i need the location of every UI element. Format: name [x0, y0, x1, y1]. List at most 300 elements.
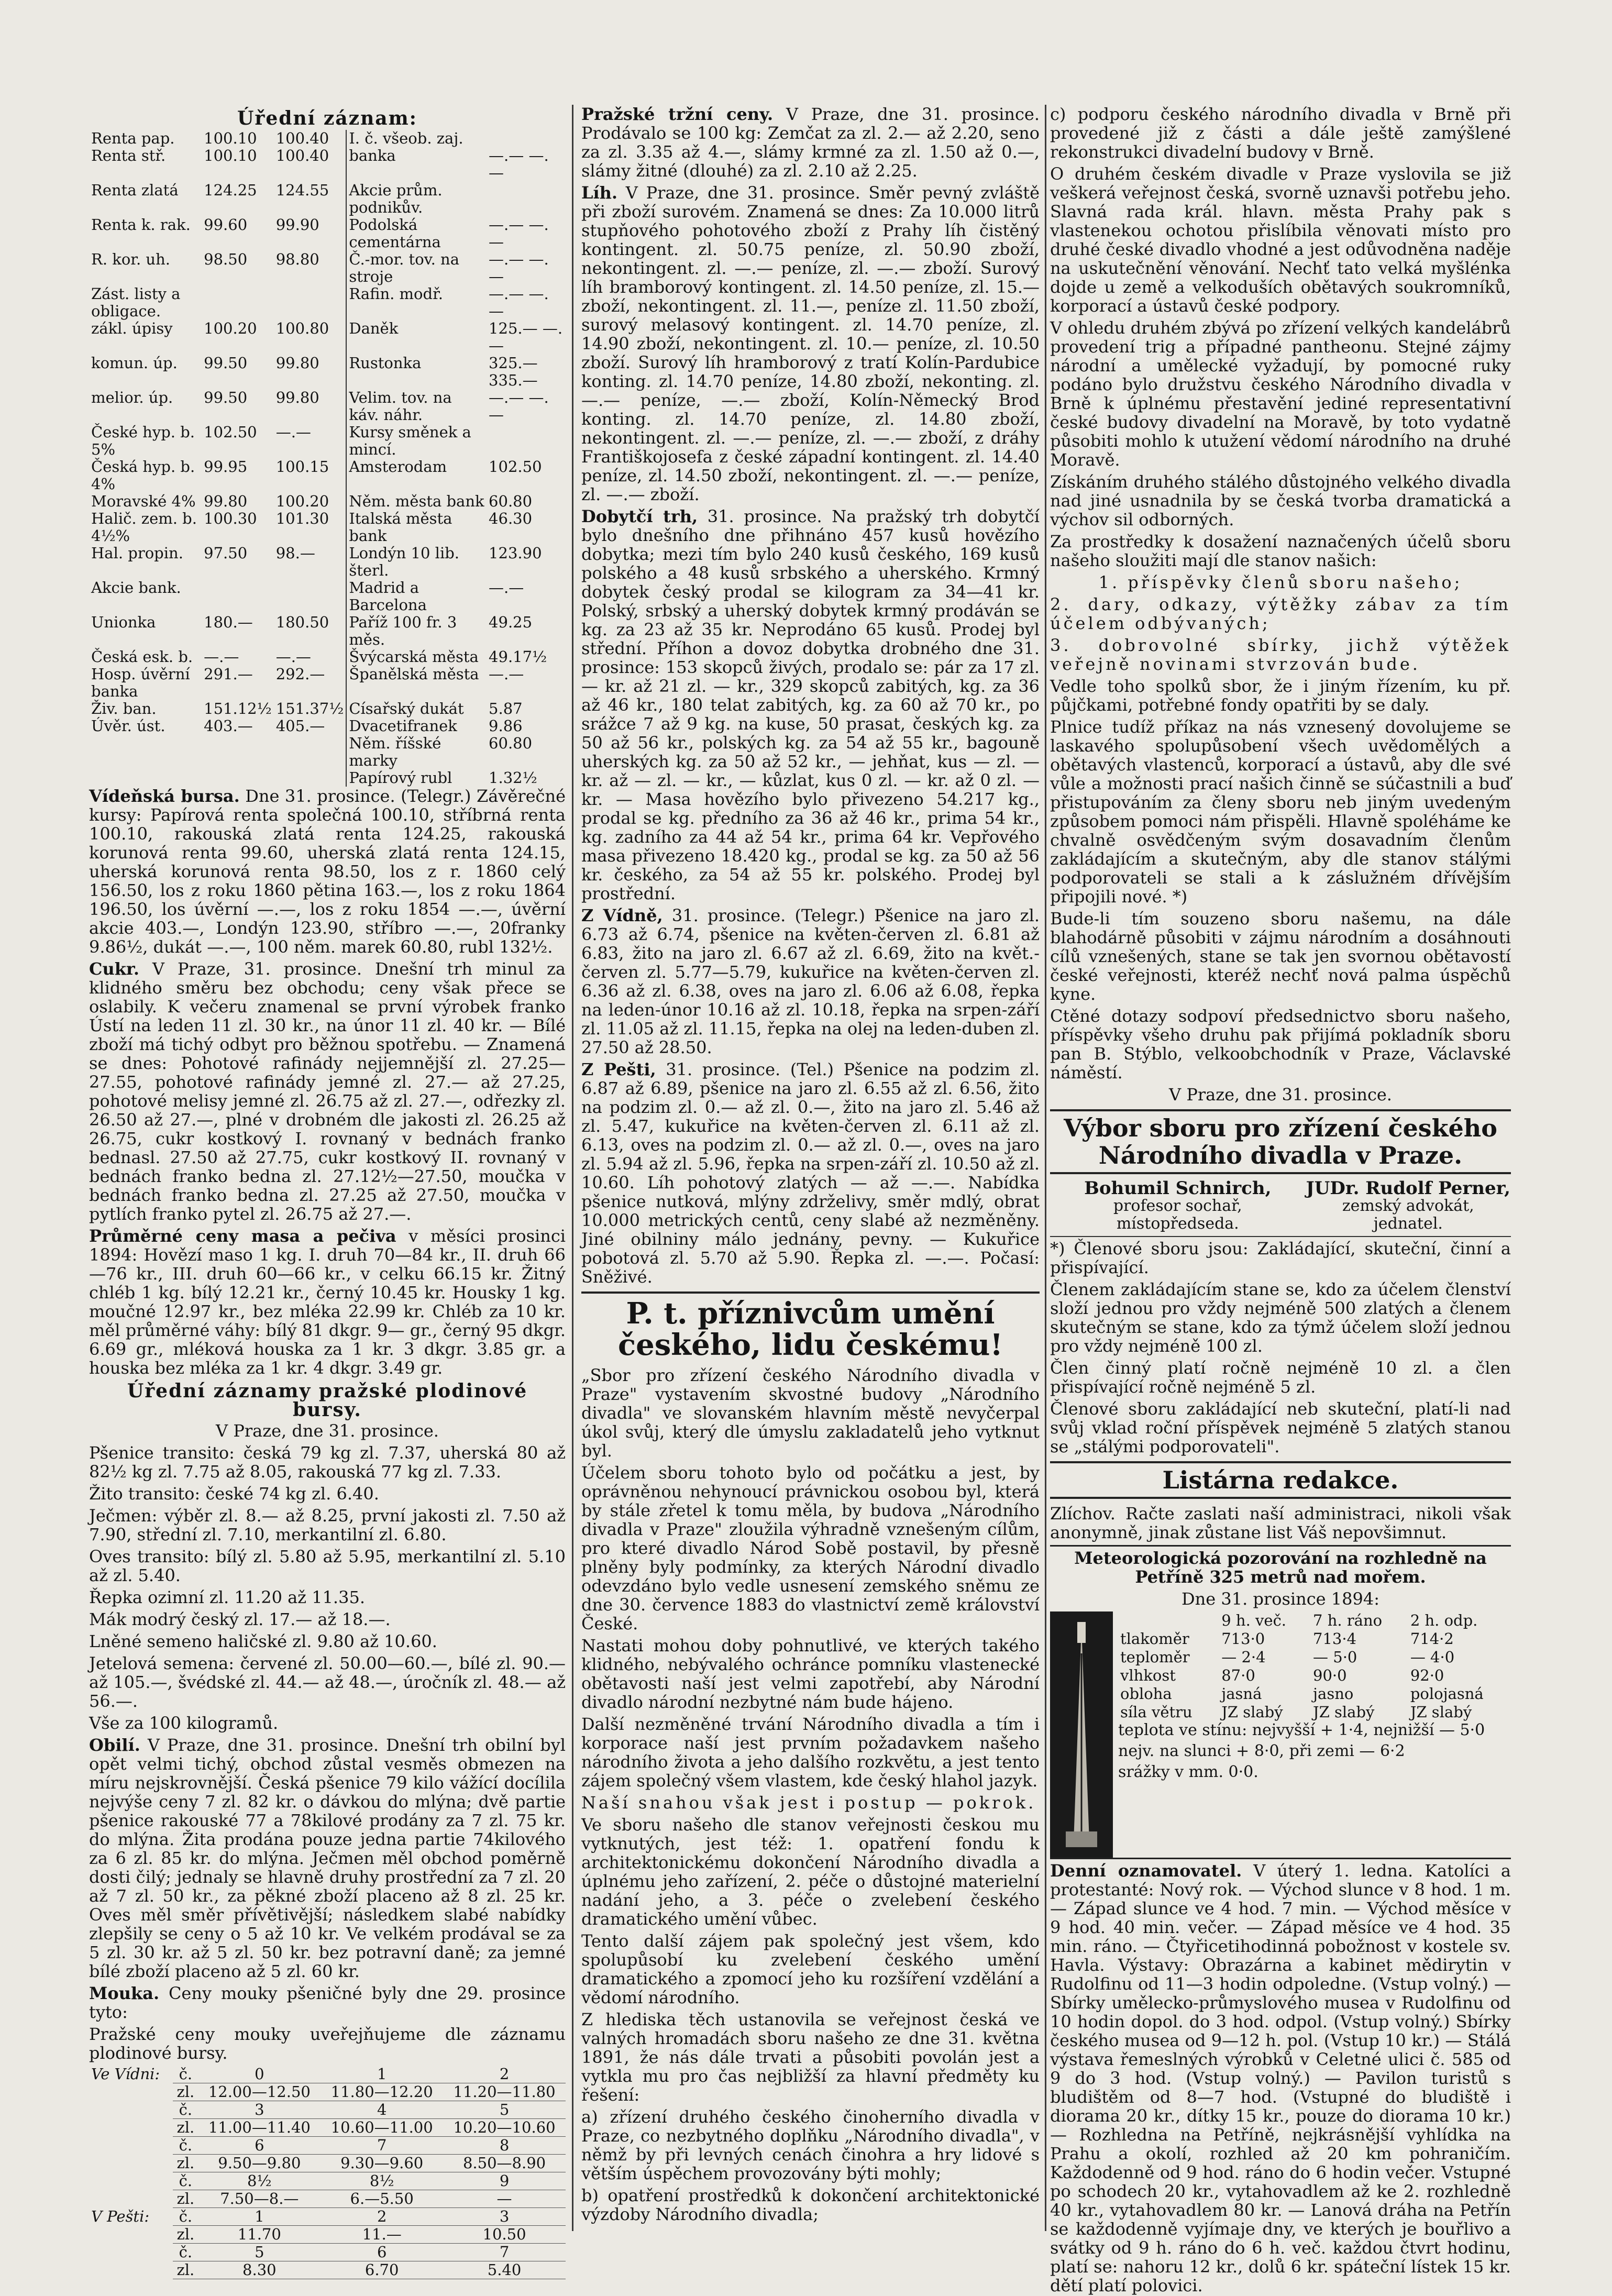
table-cell: obloha	[1120, 1685, 1172, 1703]
table-cell: 3	[198, 2101, 321, 2119]
paragraph: Bude-li tím souzeno sboru našemu, na dále blahodárně působiti v zájmu národním a dosáhnouti cílů vznešených, stane se tak jen svornou obětavostí české veřejnosti, kteréž nechť nová palma úspěchů kyne.	[1050, 909, 1511, 1004]
table-cell: 98.80	[274, 251, 347, 285]
section-heading: Úřední záznamy pražské plodinové bursy.	[127, 1380, 528, 1421]
table-cell: Něm. města bank	[349, 492, 484, 510]
table-cell: č.	[173, 2244, 198, 2261]
table-cell: Kursy směnek a mincí.	[349, 423, 471, 458]
table-cell: 124.55	[274, 182, 347, 216]
table-cell: 9	[443, 2172, 566, 2190]
table-cell	[274, 735, 347, 769]
table-cell: melior. úp.	[91, 389, 173, 406]
table-cell: 100.15	[274, 458, 347, 493]
list-item: 2. dary, odkazy, výtěžky zábav za tím účelem odbývaných;	[1050, 594, 1511, 633]
table-cell: 12.00—12.50	[198, 2083, 321, 2101]
paragraph: V Praze, 31. prosince. Dnešní trh minul za klidného směru bez obchodu; ceny však přece se oslabily. K večeru znamenal se první výrobek franko Ústí na leden 11 zl. 30 kr., na únor 11 zl. 40 kr. — Bílé zboží má tichý odbyt pro běžnou spotřebu. — Znamená se dnes: Pohotové rafinády nejjemnější zl. 27.25—27.55, pohotové rafinády jemné zl. 27.— až 27.25, pohotové melisy jemné zl. 26.75 až zl. 27.—, odřezky zl. 26.50 až 27.—, plné v drobném dle jakosti zl. 26.25 až 26.75, cukr kostkový I. rovnaný v bednách franko bednasl. 27.50 až 27.75, cukr kostkový II. rovnaný v bednách franko bedna zl. 27.12½—27.50, moučka v bednách franko bedna zl. 27.25 až 27.50, moučka v pytlích franko pytel zl. 26.75 až 27.—.	[89, 959, 566, 1224]
table-row-label: V Pešti:	[91, 2207, 150, 2225]
table-row	[89, 700, 566, 718]
table-cell: č.	[173, 2066, 198, 2083]
table-cell: 1	[198, 2208, 321, 2226]
section-heading: Úřední záznam:	[237, 107, 417, 129]
table-cell: 9.50—9.80	[198, 2155, 321, 2172]
paragraph: Oves transito: bílý zl. 5.80 až 5.95, merkantilní zl. 5.10 až zl. 5.40.	[89, 1547, 566, 1585]
table-cell: 100.20	[204, 319, 257, 337]
table-row	[89, 389, 566, 424]
footnote: Členem zakládajícím stane se, kdo za účelem členství složí jednou pro vždy nejméně 500 zlatých a členem skutečným se stane, kdo za týmž účelem složí jednou pro vždy nejméně 100 zl.	[1050, 1279, 1511, 1356]
table-cell: Velim. tov. na káv. náhr.	[349, 389, 452, 424]
table-cell: Italská města bank	[349, 510, 452, 545]
table-cell: 100.30	[204, 510, 257, 527]
table-cell: č.	[173, 2208, 198, 2226]
table-row	[89, 2244, 566, 2261]
table-cell: 11.70	[198, 2226, 321, 2244]
footnote: *) Členové sboru jsou: Zakládající, skuteční, činní a přispívající.	[1050, 1236, 1511, 1277]
table-cell: jasná	[1221, 1685, 1262, 1703]
table-cell: 9.30—9.60	[321, 2155, 443, 2172]
paragraph: 31. prosince. Na pražský trh dobytčí bylo dnešního dne přihnáno 457 kusů hovězího dobytka; mezi tím bylo 240 kusů českého, 169 kusů polského a 48 kusů srbského a uherského. Krmný dobytek český prodal se kilogram za 34—41 kr. Polský, srbský a uherský dobytek krmný prodáván se kg. za 23 až 35 kr. Neprodáno 65 kusů. Prodej byl střední. Příhon a dovoz dobytka drobného dne 31. prosince: 153 skopců živých, prodalo se: pár za 17 zl. — kr. až 21 zl. — kr., 329 skopců zabitých, kg. za 36 až 46 kr., 180 telat zabitých, kg. za 60 až 70 kr., po srážce 7 až 9 kg. na kuse, 50 prasat, českých kg. za 50 až 56 kr., polských kg. za 54 až 55 kr., bagouně uherských kg. za 50 až 52 kr., — jehňat, kus — zl. — kr. až — zl. — kr., — kůzlat, kus 0 zl. — kr. až 0 zl. — kr. — Masa hovězího bylo přivezeno 54.217 kg., prodal se kg. předního za 36 až 46 kr., prima 54 kr., kg. zadního za 44 až 54 kr., prima 64 kr. Vepřového masa přivezeno 18.420 kg., prodal se kg. za 50 až 56 kr. českého, za 54 až 55 kr. polského. Prodej byl prostřední.	[581, 506, 1040, 903]
table-cell: zl.	[173, 2155, 198, 2172]
table-row	[1118, 1666, 1511, 1685]
signature-2: JUDr. Rudolf Perner, zemský advokát, jednatel.	[1306, 1178, 1510, 1233]
table-row	[89, 182, 566, 216]
table-cell: Zást. listy a obligace.	[91, 285, 181, 320]
table-cell: 11.—	[321, 2226, 443, 2244]
table-cell	[202, 769, 274, 787]
table-cell: Akcie bank.	[91, 579, 181, 597]
letters-heading: Listárna redakce.	[1050, 1461, 1511, 1499]
paragraph: Další nezměněné trvání Národního divadla a tím i korporace naší jest prvním požadavkem našeho národního života a jeho dalšího rozkvětu, a jest tento zájem společný všem vlastem, kde český hlahol jazyk.	[581, 1714, 1040, 1791]
column-right	[1050, 104, 1511, 2295]
table-cell: Londýn 10 lib. šterl.	[349, 544, 460, 579]
table-cell: zl.	[173, 2119, 198, 2137]
paragraph: 31. prosince. (Tel.) Pšenice na podzim zl. 6.87 až 6.89, pšenice na jaro zl. 6.55 až zl. 6.56, žito na podzim zl. 0.— až zl. 0.—, žito na jaro zl. 5.46 až zl. 5.47, kukuřice na květen-červen zl. 6.11 až zl. 6.13, oves na podzim zl. 0.— až zl. 0.—, oves na jaro zl. 5.94 až zl. 5.96, řepka na srpen-září zl. 10.50 až zl. 10.60. Líh pohotový zlatých — až —.—. Nabídka pšenice nutková, mlýny zdrželivy, směr mdlý, obrat 10.000 metrických centů, ceny slabé až nezměněny. Jiné obilniny málo jednány, pevny. — Kukuřice pobotová zl. 5.70 až 5.90. Řepka zl. —.—. Počasí: Sněživé.	[581, 1059, 1040, 1287]
table-row-label	[89, 2190, 173, 2208]
table-cell: 4	[321, 2101, 443, 2119]
table-cell: 713·4	[1313, 1630, 1357, 1648]
table-cell: —.—	[274, 648, 347, 666]
table-cell: 60.80	[489, 492, 533, 510]
table-cell: 100.40	[274, 147, 347, 182]
table-row	[89, 2261, 566, 2279]
table-cell: —.—	[489, 579, 524, 597]
table-cell: Halič. zem. b. 4½%	[91, 510, 197, 545]
table-cell: 9 h. več.	[1221, 1611, 1287, 1629]
table-cell: č.	[173, 2101, 198, 2119]
section-heading: Vídeňská bursa.	[89, 786, 240, 806]
table-cell: zl.	[173, 2226, 198, 2244]
table-row	[1118, 1648, 1511, 1666]
table-row	[89, 2101, 566, 2119]
table-row	[89, 216, 566, 251]
table-cell: polojasná	[1410, 1685, 1484, 1703]
table-cell: zákl. úpisy	[91, 319, 173, 337]
table-cell: Hosp. úvěrní banka	[91, 665, 190, 700]
table-cell: 100.10	[204, 147, 257, 164]
footnote: Člen činný platí ročně nejméně 10 zl. a člen přispívající ročně nejméně 5 zl.	[1050, 1358, 1511, 1397]
table-row	[89, 2137, 566, 2155]
flour-price-table	[89, 2066, 566, 2279]
table-cell: JZ slabý	[1313, 1703, 1375, 1721]
paragraph: Ječmen: výběr zl. 8.— až 8.25, první jakosti zl. 7.50 až 7.90, střední zl. 7.10, merkantilní zl. 6.80.	[89, 1506, 566, 1544]
column-left	[89, 105, 566, 2279]
table-cell: komun. úp.	[91, 354, 178, 372]
table-cell: Něm. říšské marky	[349, 734, 441, 769]
table-row	[89, 769, 566, 787]
table-cell: — 5·0	[1313, 1648, 1357, 1666]
table-cell: č.	[173, 2172, 198, 2190]
paragraph: Plnice tudíž příkaz na nás vznesený dovolujeme se laskavého spolupůsobení všech uvědomělých a obětavých vlastenců, korporací a ústavů, aby dle své vůle a možnosti prací našich činně se súčastnili a buď přistupováním za členy sboru neb jiným uvedeným způsobem pomoci nám přispěli. Hlavně spoléháme ke chvalně osvědčeným svým dosavadním členům zakládajícím a skutečným, aby dle stanov stálými podporovateli se stali a k záslužném dřívějším připojili nové. *)	[1050, 717, 1511, 907]
paragraph: c) podporu českého národního divadla v Brně při provedené již z části a dále ještě zamýšlené rekonstrukci divadelní budovy v Brně.	[1050, 104, 1511, 162]
table-cell: 292.—	[274, 666, 347, 700]
paragraph: Jetelová semena: červené zl. 50.00—60.—, bílé zl. 90.— až 105.—, švédské zl. 44.— až 48.—, úročník zl. 48.— až 56.—.	[89, 1653, 566, 1711]
table-cell: Renta k. rak.	[91, 216, 191, 234]
table-cell: 97.50	[204, 544, 248, 562]
table-cell: 8½	[321, 2172, 443, 2190]
table-cell: Renta stř.	[91, 147, 166, 164]
table-cell: 7 h. ráno	[1313, 1611, 1383, 1629]
meteo-line: nejv. na slunci + 8·0, při zemi — 6·2	[1118, 1742, 1405, 1760]
table-cell: 6	[198, 2137, 321, 2155]
table-cell: 11.00—11.40	[198, 2119, 321, 2137]
table-cell: Moravské 4%	[91, 492, 196, 510]
table-cell: 49.17½	[489, 648, 547, 666]
table-cell: 99.80	[274, 355, 347, 389]
section-heading: Průměrné ceny masa a pečiva	[89, 1226, 396, 1246]
table-row-label	[89, 2226, 173, 2244]
table-cell: zl.	[173, 2261, 198, 2279]
table-cell: 100.10	[204, 129, 257, 147]
table-cell: 180.50	[274, 614, 347, 648]
table-cell: —.— —.—	[489, 147, 549, 182]
section-heading: Obilí.	[89, 1735, 140, 1755]
table-cell: 98.50	[204, 250, 248, 268]
table-cell: Akcie prům. podnikův.	[349, 181, 443, 216]
table-cell: 98.—	[274, 545, 347, 579]
table-cell: 7.50—8.—	[198, 2190, 321, 2208]
table-row-label	[89, 2083, 173, 2101]
table-cell: —.—	[204, 648, 239, 666]
table-cell	[89, 735, 202, 769]
table-cell: Rustonka	[349, 354, 422, 372]
table-cell: Rafin. modř.	[349, 285, 443, 303]
paragraph: „Sbor pro zřízení českého Národního divadla v Praze" vystavením skvostné budovy „Národního divadla" ve slovanském hlavním městě nevyčerpal úkol svůj, který dle úmyslu zakladatelů jeho vytknut byl.	[581, 1365, 1040, 1461]
paragraph: a) zřízení druhého českého činoherního divadla v Praze, co nezbytného doplňku „Národního divadla", v němž by při levných cenách činohra a hry lidové s větším úspěchem provozovány býti mohly;	[581, 2107, 1040, 2183]
board-heading: Výbor sboru pro zřízení českého Národního divadla v Praze.	[1050, 1109, 1511, 1174]
table-cell: Č.-mor. tov. na stroje	[349, 250, 460, 285]
meteo-block	[1050, 1611, 1511, 1858]
table-cell: 405.—	[274, 718, 347, 735]
table-row	[89, 2155, 566, 2172]
table-cell	[274, 579, 347, 614]
table-cell: — 4·0	[1410, 1648, 1455, 1666]
table-cell: JZ slabý	[1410, 1703, 1472, 1721]
table-cell: Madrid a Barcelona	[349, 579, 427, 614]
table-row	[89, 648, 566, 666]
table-cell	[1118, 1611, 1219, 1630]
table-row	[89, 666, 566, 700]
table-cell: —.—	[489, 665, 524, 683]
meteo-heading: Meteorologická pozorování na rozhledně na Petříně 325 metrů nad mořem.	[1050, 1545, 1511, 1586]
bond-table	[89, 130, 566, 787]
table-cell: 291.—	[204, 665, 253, 683]
meteo-date: Dne 31. prosince 1894:	[1182, 1589, 1379, 1609]
table-cell: 5.40	[443, 2261, 566, 2279]
paragraph: Zlíchov. Račte zaslati naší administraci, nikoli však anonymně, jinak zůstane list Váš nepovšimnut.	[1050, 1504, 1511, 1542]
table-row	[89, 510, 566, 545]
table-cell: 7	[443, 2244, 566, 2261]
paragraph: Vedle toho spolků sbor, že i jiným řízením, ku př. půjčkami, potřebné fondy opatřiti by se daly.	[1050, 676, 1511, 715]
paragraph: Ve sboru našeho dle stanov veřejnosti českou mu vytknutých, jest též: 1. opatření fondu k architektonickému dokončení Národního divadla a úplnému jeho zařízení, 2. péče o důstojné materielní nadání jeho, a 3. péče o zvelebení českého dramatického umění vůbec.	[581, 1815, 1040, 1929]
section-heading: Pražské tržní ceny.	[581, 104, 774, 124]
table-row	[89, 355, 566, 389]
signature-1: Bohumil Schnirch, profesor sochař, místopředseda.	[1084, 1178, 1272, 1233]
paragraph: V úterý 1. ledna. Katolíci a protestanté: Nový rok. — Východ slunce v 8 hod. 1 m. — Západ slunce ve 4 hod. 7 min. — Východ měsíce v 9 hod. 40 min. večer. — Západ měsíce ve 4 hod. 35 min. ráno. — Čtyřicetihodinná pobožnost v kostele sv. Havla. Výstavy: Obrazárna a kabinet mědirytin v Rudolfinu od 11—3 hodin odpoledne. (Vstup volný.) — Sbírky umělecko-průmyslového musea v Rudolfinu od 10 hodin dopol. do 3 hod. odpol. (Vstup volný.) Sbírky českého musea od 9—12 h. pol. (Vstup 10 kr.) — Stálá výstava řemeslných výrobků v Celetné ulici č. 585 od 9 do 3 hod. (Vstup volný.) — Pavilon turistů s bludištěm od 8—7 hod. (Vstupné do bludiště i diorama 20 kr., dítky 15 kr., pouze do diorama 10 kr.) — Rozhledna na Petříně, nejkrásnější vyhlídka na Prahu a okolí, rozhled až 20 km pohraničím. Každodenně od 9 hod. ráno do 6 hodin večer. Vstupné po schodech 20 kr., vytahovadlem až ke 2. rozhledně 40 kr., vytahovadlem 80 kr. — Lanová dráha na Petřín se každodenně vyjímaje dny, ve kterých je bouřlivo a svátky od 9 h. ráno do 6 h. več. každou čtvrt hodinu, platí se: nahoru 12 kr., dolů 6 kr. spáteční lístek 15 kr. dětí platí polovici.	[1050, 1861, 1511, 2295]
list-item: 3. dobrovolné sbírky, jichž výtěžek veřejně novinami stvrzován bude.	[1050, 635, 1511, 674]
table-row	[89, 2190, 566, 2208]
section-heading: Mouka.	[89, 1983, 160, 2003]
table-cell: Renta pap.	[91, 129, 175, 147]
table-cell: 99.80	[204, 492, 248, 510]
table-cell: 10.20—10.60	[443, 2119, 566, 2137]
table-cell: zl.	[173, 2190, 198, 2208]
table-cell: 5.87	[489, 700, 523, 718]
section-heading: Z Pešti,	[581, 1059, 656, 1079]
table-row-label	[89, 2101, 173, 2119]
table-cell: —.— —.—	[489, 285, 549, 320]
appeal-heading: P. t. příznivcům umění českého, lidu českému!	[581, 1292, 1040, 1361]
column-divider	[1045, 105, 1046, 2231]
table-cell: 151.12½	[204, 700, 272, 718]
table-cell: 9.86	[489, 717, 523, 735]
table-cell: 99.90	[274, 216, 347, 251]
table-cell: 2 h. odp.	[1410, 1611, 1478, 1629]
table-cell: 180.—	[204, 613, 253, 631]
table-row	[89, 614, 566, 648]
table-cell: JZ slabý	[1221, 1703, 1283, 1721]
table-cell: 124.25	[204, 181, 257, 199]
table-cell: 8.30	[198, 2261, 321, 2279]
table-cell: 714·2	[1410, 1630, 1454, 1648]
meteo-line: teplota ve stínu: nejvyšší + 1·4, nejnižší — 5·0	[1118, 1721, 1485, 1739]
table-row	[89, 718, 566, 735]
table-cell: Paříž 100 fr. 3 měs.	[349, 613, 457, 648]
paragraph: Mák modrý český zl. 17.— až 18.—.	[89, 1609, 391, 1629]
table-cell: —.— —.—	[489, 216, 549, 251]
table-cell	[202, 285, 274, 320]
list-item: 1. příspěvky členů sboru našeho;	[1098, 572, 1463, 592]
table-cell: 5	[443, 2101, 566, 2119]
table-row-label	[89, 2119, 173, 2137]
paragraph: Tento další zájem pak společný jest všem, kdo spolupůsobí ku zvelebení českého umění dramatického a zpomocí jeho ku rozšíření vzdělání a vědomí národního.	[581, 1931, 1040, 2007]
paragraph: Vše za 100 kilogramů.	[89, 1713, 279, 1733]
table-cell: 7	[321, 2137, 443, 2155]
paragraph: Pražské ceny mouky uveřejňujeme dle záznamu plodinové bursy.	[89, 2024, 566, 2063]
table-cell: Živ. ban.	[91, 700, 157, 718]
column-divider	[572, 105, 573, 2231]
table-row	[89, 2172, 566, 2190]
table-cell: 403.—	[204, 717, 253, 735]
table-cell: 11.20—11.80	[443, 2083, 566, 2101]
table-header-row	[1118, 1611, 1511, 1630]
table-cell: 6.70	[321, 2261, 443, 2279]
table-cell: —.— —.—	[489, 250, 549, 285]
table-row-label	[89, 2244, 173, 2261]
footnote: Členové sboru zakládající neb skuteční, platí-li nad svůj vklad roční příspěvek nejméně 5 zlatých stanou se „stálými podporovateli".	[1050, 1399, 1511, 1456]
table-cell: 100.20	[274, 493, 347, 510]
table-cell: 90·0	[1313, 1666, 1347, 1684]
table-row	[89, 2119, 566, 2137]
section-heading: Cukr.	[89, 959, 139, 979]
table-row	[89, 2066, 566, 2083]
table-cell: 92·0	[1410, 1666, 1444, 1684]
table-cell	[487, 424, 566, 458]
table-cell: jasno	[1313, 1685, 1354, 1703]
paragraph: V Praze, dne 31. prosince. Směr pevný zvláště při zboží surovém. Znamená se dnes: Za 10.000 litrů stupňového pohotového zboží z Prahy líh čistěný kontingent. zl. 50.75 peníze, zl. 50.90 zboží, nekontingent. zl. —.— peníze, zl. —.— zboží. Surový líh bramborový kontingent. zl. 14.50 peníze, zl. 15.— zboží, nekontingent. zl. 11.—, peníze zl. 11.50 zboží, surový melasový kontingent. zl. 14.70 peníze, zl. 14.90 zboží, nekontingent. zl. 10.— peníze, zl. 10.50 zboží. Surový líh hramborový z tratí Kolín-Pardubice konting. zl. 14.70 peníze, 14.80 zboží, nekonting. zl. —.— peníze, —.— zboží, Kolín-Německý Brod konting. zl. 14.70 peníze, zl. 14.80 zboží, nekontingent. zl. —.— peníze, zl. —.— zboží, z dráhy Františkojosefa z české západní kontingent. zl. 14.40 peníze, zl. 14.50 zboží, nekontingent. zl. —.— peníze, zl. —.— zboží.	[581, 183, 1040, 504]
table-cell: Úvěr. úst.	[91, 717, 165, 735]
table-cell: 1.32½	[489, 769, 537, 787]
table-row	[1118, 1703, 1511, 1721]
paragraph: Nastati mohou doby pohnutlivé, ve kterých takého klidného, nebývalého ochránce pomníku vlastenecké obětavosti naší jest velmi zapotřebí, aby Národní divadlo národní nezbytné nám bude hájeno.	[581, 1636, 1040, 1712]
table-cell	[202, 579, 274, 614]
table-row-label: Ve Vídni:	[91, 2065, 160, 2083]
table-row	[89, 2208, 566, 2226]
petrin-tower-illustration	[1050, 1611, 1113, 1858]
table-cell: Švýcarská města	[349, 648, 479, 666]
section-heading: Líh.	[581, 183, 618, 203]
table-row	[89, 251, 566, 285]
table-row	[1118, 1630, 1511, 1648]
table-row-label	[89, 2261, 173, 2279]
table-cell: 8½	[198, 2172, 321, 2190]
table-row	[89, 545, 566, 579]
table-cell: Papírový rubl	[349, 769, 452, 787]
table-cell	[202, 735, 274, 769]
table-cell: zl.	[173, 2083, 198, 2101]
table-cell: Unionka	[91, 613, 156, 631]
table-cell: 10.50	[443, 2226, 566, 2244]
meteo-line: srážky v mm. 0·0.	[1118, 1763, 1258, 1781]
table-row-label	[89, 2155, 173, 2172]
table-cell: 99.80	[274, 389, 347, 424]
table-row	[1118, 1685, 1511, 1703]
table-cell: 2	[443, 2066, 566, 2083]
table-row-label	[89, 2137, 173, 2155]
paragraph: V Praze, dne 31. prosince. Prodávalo se 100 kg: Zemčat za zl. 2.— až 2.20, seno za zl. 3.35 až 4.—, slámy krmné za zl. 1.50 až 0.—, slámy žitné (dlouhé) za zl. 2.10 až 2.25.	[581, 104, 1040, 181]
table-cell: 6.—5.50	[321, 2190, 443, 2208]
section-heading: Dobytčí trh,	[581, 506, 698, 526]
table-row-label	[89, 2172, 173, 2190]
dateline: V Praze, dne 31. prosince.	[1169, 1085, 1392, 1105]
table-cell: 151.37½	[274, 700, 347, 718]
paragraph: O druhém českém divadle v Praze vyslovila se již veškerá veřejnost česká, svorně uznavši potřebu jeho. Slavná rada král. hlavn. města Prahy pak s vlastenekou ochotou přislíbila věnovati místo pro druhé české divadlo vhodné a jest odůvodněna naděje na uskutečnění věnování. Nechť tato velká myšlénka dojde u země a velkoduších obětavých soukromníků, korporací a ústavů české podpory.	[1050, 164, 1511, 316]
table-cell	[487, 182, 566, 216]
meteo-data	[1118, 1611, 1511, 1858]
paragraph: v měsíci prosinci 1894: Hovězí maso 1 kg. I. druh 70—84 kr., II. druh 66—76 kr., III. druh 60—66 kr., v celku 66.15 kr. Žitný chléb 1 kg. bílý 12.21 kr., černý 10.45 kr. Housky 1 kg. moučné 12.97 kr., bez mléka 22.99 kr. Chléb za 10 kr. měl průměrné váhy: bílý 81 dkgr. 9— gr., černý 95 dkgr. 6.69 gr., mléková houska za 1 kr. 3 dkgr. 3.85 gr. a houska bez mléka za 1 kr. 4 dkgr. 3.49 gr.	[89, 1226, 566, 1378]
table-row	[89, 458, 566, 493]
table-cell: Daněk	[349, 319, 399, 337]
table-cell: síla větru	[1120, 1703, 1193, 1721]
table-cell	[487, 130, 566, 147]
table-cell	[89, 769, 202, 787]
paragraph: Naší snahou však jest i postup — pokrok.	[581, 1793, 1036, 1813]
table-cell: 102.50	[204, 423, 257, 441]
table-cell: 123.90	[489, 544, 542, 562]
table-cell: 2	[321, 2208, 443, 2226]
table-cell: 325.— 335.—	[489, 354, 538, 389]
table-cell: Španělská města	[349, 665, 479, 683]
table-cell: teploměr	[1120, 1648, 1190, 1666]
table-cell: Česká esk. b.	[91, 648, 193, 666]
dateline: V Praze, dne 31. prosince.	[216, 1421, 439, 1441]
paragraph: Pšenice transito: česká 79 kg zl. 7.37, uherská 80 až 82½ kg zl. 7.75 až 8.05, rakouská 77 kg zl. 7.33.	[89, 1443, 566, 1482]
table-row	[89, 147, 566, 182]
table-cell: 49.25	[489, 613, 533, 631]
paragraph: Dne 31. prosince. (Telegr.) Závěrečné kursy: Papírová renta společná 100.10, stříbrná renta 100.10, rakouská zlatá renta 124.25, rakouská korunová renta 99.60, uherská zlatá renta 124.15, uherská korunová renta 98.50, los z r. 1860 celý 156.50, los z roku 1860 pětina 163.—, los z roku 1864 196.50, los úvěrní —.—, los z roku 1854 —.—, úvěrní akcie 403.—, Londýn 123.90, stříbro —.—, 20franky 9.86½, dukát —.—, 100 něm. marek 60.80, rubl 132½.	[89, 786, 566, 957]
table-cell: 5	[198, 2244, 321, 2261]
table-cell: 10.60—11.00	[321, 2119, 443, 2137]
table-cell: 0	[198, 2066, 321, 2083]
table-row	[89, 579, 566, 614]
paragraph: Z hlediska těch ustanovila se veřejnost česká ve valných hromadách sboru našeho ze dne 31. května 1891, že nás dále trvati a působiti povolán jest a vytkla mu pro čas nejbližší za hlavní předměty ku řešení:	[581, 2010, 1040, 2105]
paragraph: 31. prosince. (Telegr.) Pšenice na jaro zl. 6.73 až 6.74, pšenice na květen-červen zl. 6.81 až 6.83, žito na jaro zl. 6.67 až zl. 6.69, žito na květ.-červen zl. 5.77—5.79, kukuřice na květen-červen zl. 6.36 až zl. 6.38, oves na jaro zl. 6.06 až 6.08, řepka na leden-únor 10.16 až zl. 10.18, řepka na srpen-září zl. 11.05 až zl. 11.15, řepka na olej na leden-duben zl. 27.50 až 28.50.	[581, 906, 1040, 1057]
table-cell: I. č. všeob. zaj.	[349, 129, 463, 147]
table-cell: Dvacetifranek	[349, 717, 457, 735]
table-cell	[274, 769, 347, 787]
signatures	[1050, 1179, 1511, 1233]
paragraph: Ceny mouky pšeničné byly dne 29. prosince tyto:	[89, 1983, 566, 2022]
table-row	[89, 130, 566, 147]
table-cell: 11.80—12.20	[321, 2083, 443, 2101]
table-cell: 46.30	[489, 510, 533, 527]
table-cell: 99.60	[204, 216, 248, 234]
table-cell: —	[443, 2190, 566, 2208]
table-cell: 100.40	[274, 130, 347, 147]
table-row	[89, 493, 566, 510]
table-cell	[274, 285, 347, 320]
table-cell: Renta zlatá	[91, 181, 179, 199]
paragraph: Za prostředky k dosažení naznačených účelů sboru našeho sloužiti mají dle stanov našich:	[1050, 532, 1511, 570]
section-heading: Denní oznamovatel.	[1050, 1861, 1242, 1881]
table-cell: 99.50	[204, 354, 248, 372]
paragraph: Žito transito: české 74 kg zl. 6.40.	[89, 1484, 379, 1504]
table-row	[89, 2083, 566, 2101]
table-cell: vlhkost	[1120, 1666, 1176, 1684]
table-cell: Hal. propin.	[91, 544, 183, 562]
table-cell: 99.50	[204, 389, 248, 406]
table-cell: 102.50	[489, 458, 542, 476]
table-cell: —.—	[274, 424, 347, 458]
table-cell: 60.80	[489, 734, 533, 752]
paragraph: V ohledu druhém zbývá po zřízení velkých kandelábrů provedení trig a případné pantheonu. Stejné zájmy národní a umělecké vyžadují, by pomocné ruky podáno bylo družstvu českého Národního divadla v Brně k úplnému přestavění jediné representativní české budovy divadelní na Moravě, by toto vydatně působiti mohlo k utužení vědomí národního na druhé Moravě.	[1050, 318, 1511, 470]
paragraph: Řepka ozimní zl. 11.20 až 11.35.	[89, 1587, 365, 1607]
table-row	[89, 2226, 566, 2244]
table-cell: 3	[443, 2208, 566, 2226]
table-cell: Císařský dukát	[349, 700, 464, 718]
table-cell: 6	[321, 2244, 443, 2261]
table-row	[89, 320, 566, 355]
table-cell: Česká hyp. b. 4%	[91, 458, 195, 493]
table-row	[89, 735, 566, 769]
table-cell: tlakoměr	[1120, 1630, 1189, 1648]
table-cell: 100.80	[274, 320, 347, 355]
table-cell: 1	[321, 2066, 443, 2083]
table-cell: 8	[443, 2137, 566, 2155]
meteo-table	[1118, 1611, 1511, 1721]
table-cell: 125.— —.—	[489, 319, 563, 355]
table-cell: —.— —.—	[489, 389, 549, 424]
table-cell: Amsterodam	[349, 458, 447, 476]
table-cell: 101.30	[274, 510, 347, 545]
table-cell: České hyp. b. 5%	[91, 423, 195, 458]
